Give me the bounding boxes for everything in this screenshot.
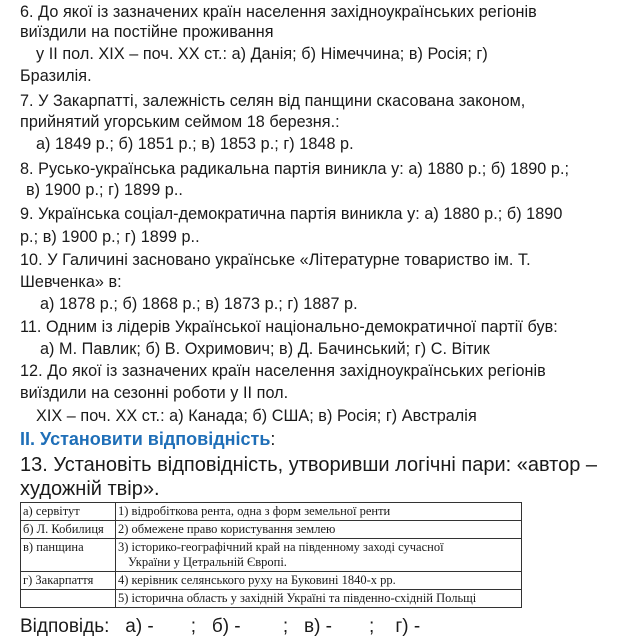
question-9-options: р.; в) 1900 р.; г) 1899 р.. [20,228,200,246]
task-13-line-1: 13. Установіть відповідність, утворивши логічні пари: «автор – [20,454,598,476]
table-cell-right: 4) керівник селянського руху на Буковині 1840-х рр. [116,572,522,590]
section-title: ІІ. Установити відповідність [20,429,271,449]
table-cell-right [116,539,522,572]
question-11-line-1: 11. Одним із лідерів Української національно-демократичної партії був: [20,318,558,336]
table-cell-left: б) Л. Кобилиця [21,521,116,539]
answer-line: Відповідь: а) - ; б) - ; в) - ; г) - [20,616,421,637]
table-cell-left: в) панщина [21,539,116,572]
question-10-options: а) 1878 р.; б) 1868 р.; в) 1873 р.; г) 1887 р. [40,295,358,313]
question-6-line-4: Бразилія. [20,67,92,85]
question-10-line-1: 10. У Галичині засновано українське «Літературне товариство ім. Т. [20,251,531,269]
table-cell-right: 5) історична область у західній Україні та південно-східній Польщі [116,590,522,608]
question-6-options: у ІІ пол. ХІХ – поч. ХХ ст.: а) Данія; б) Німеччина; в) Росія; г) [36,45,488,63]
table-cell-right: 2) обмежене право користування землею [116,521,522,539]
table-cell-right-line-1: 3) історико-географічний край на південному заході сучасної [118,540,444,554]
question-7-line-1: 7. У Закарпатті, залежність селян від панщини скасована законом, [20,92,526,110]
table-row [21,503,522,521]
table-cell-left: г) Закарпаття [21,572,116,590]
table-row [21,590,522,608]
task-13-line-2: художній твір». [20,478,160,500]
question-11-options: а) М. Павлик; б) В. Охримович; в) Д. Бачинський; г) С. Вітик [40,340,490,358]
matching-table [20,502,522,608]
question-8-line-1: 8. Русько-українська радикальна партія виникла у: а) 1880 р.; б) 1890 р.; [20,160,570,178]
question-12-options: ХІХ – поч. ХХ ст.: а) Канада; б) США; в) Росія; г) Австралія [36,407,477,425]
table-row [21,539,522,572]
table-row [21,521,522,539]
question-7-line-2: прийнятий угорським сеймом 18 березня.: [20,113,340,131]
section-heading [20,428,275,450]
table-row [21,572,522,590]
question-7-options: а) 1849 р.; б) 1851 р.; в) 1853 р.; г) 1848 р. [36,135,354,153]
question-12-line-2: виїздили на сезонні роботи у ІІ пол. [20,384,289,402]
table-cell-left [21,590,116,608]
question-6-line-1: 6. До якої із зазначених країн населення західноукраїнських регіонів [20,3,537,21]
table-cell-left: а) сервітут [21,503,116,521]
table-cell-right: 1) відробіткова рента, одна з форм земельної ренти [116,503,522,521]
question-6-line-2: виїздили на постійне проживання [20,23,274,41]
question-8-options: в) 1900 р.; г) 1899 р.. [26,181,183,199]
question-9-line-1: 9. Українська соціал-демократична партія виникла у: а) 1880 р.; б) 1890 [20,205,563,223]
question-12-line-1: 12. До якої із зазначених країн населення західноукраїнських регіонів [20,362,546,380]
table-cell-right-line-2: України у Цетральній Європі. [128,555,287,569]
section-colon: : [270,429,276,449]
question-10-line-2: Шевченка» в: [20,273,122,291]
